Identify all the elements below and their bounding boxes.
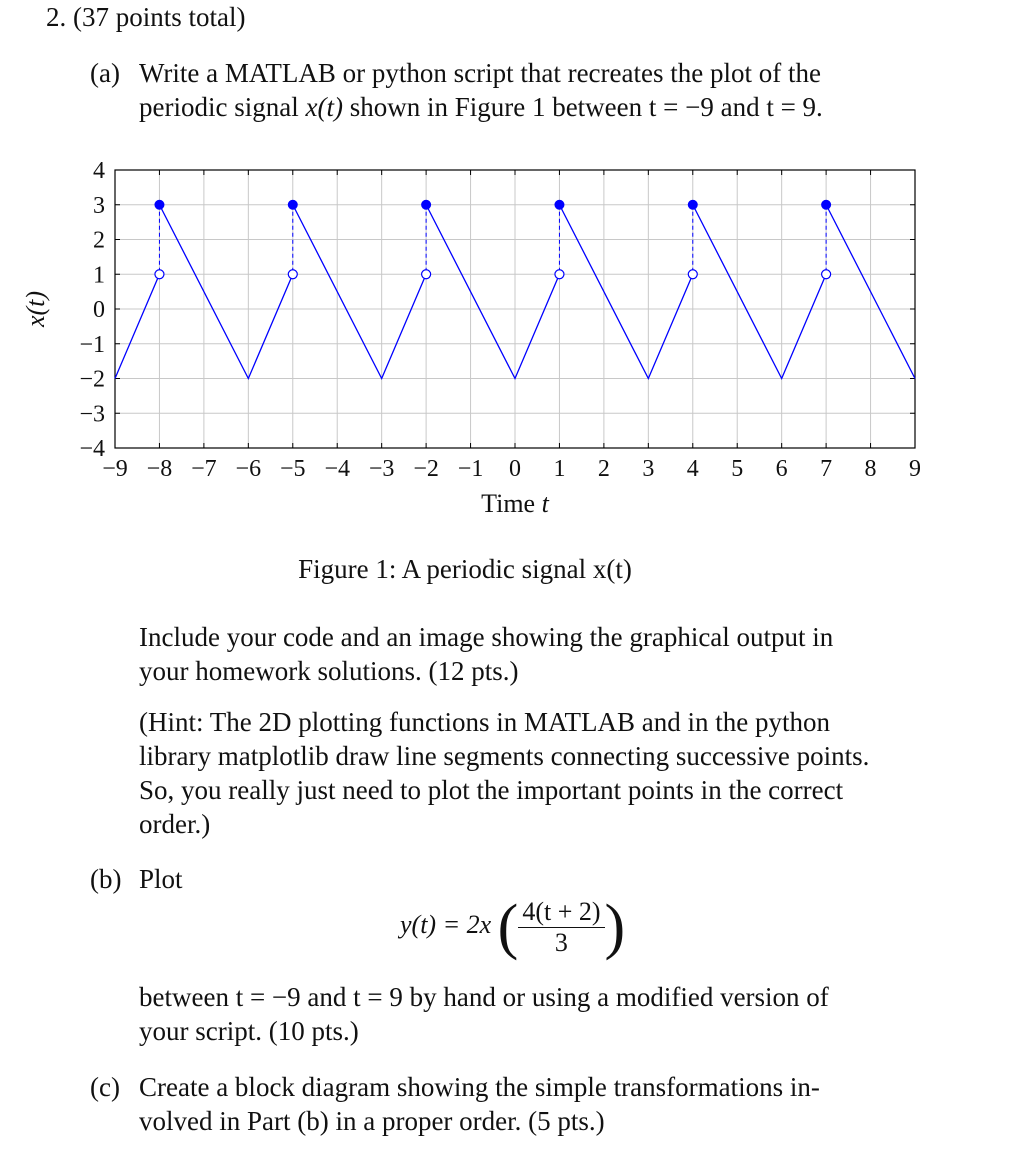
part-b-line1: between t = −9 and t = 9 by hand or using a modified version of [139, 982, 829, 1012]
part-a-line2-post: shown in Figure 1 between t = −9 and t = 9. [342, 92, 823, 122]
problem-header [46, 0, 245, 34]
x-tick-label: −2 [413, 456, 439, 482]
x-tick-label: 1 [553, 456, 566, 482]
equation-fraction [518, 897, 604, 958]
y-tick-label: 2 [93, 227, 105, 254]
x-tick-label: 3 [642, 456, 655, 482]
hint-line1: (Hint: The 2D plotting functions in MATLAB and in the python [139, 707, 830, 737]
x-tick-label: 0 [509, 456, 521, 482]
equation-numerator: 4(t + 2) [518, 897, 604, 928]
x-tick-label: 7 [820, 456, 833, 482]
x-tick-label: −7 [191, 456, 217, 482]
signal-segment [426, 205, 559, 379]
problem-number: 2. [46, 2, 67, 32]
y-tick-label: −2 [79, 366, 105, 393]
x-tick-label: −4 [324, 456, 350, 482]
equation-left-paren: ( [497, 893, 519, 961]
x-tick-label: 5 [731, 456, 744, 482]
open-point [288, 270, 297, 279]
y-tick-label: −4 [79, 436, 105, 462]
include-line1: Include your code and an image showing the graphical output in [139, 622, 834, 652]
part-a-line2 [139, 90, 823, 124]
filled-point [554, 200, 564, 210]
hint-line4: order.) [139, 809, 211, 839]
equation-right-paren: ) [604, 893, 626, 961]
hint-line3: So, you really just need to plot the important points in the correct [139, 775, 844, 805]
part-c-label: (c) [90, 1072, 120, 1102]
signal-segment [693, 205, 826, 379]
x-tick-label: 4 [686, 456, 699, 482]
y-tick-label: 3 [93, 192, 105, 219]
x-tick-label: 9 [909, 456, 921, 482]
part-b-title: Plot [139, 864, 183, 894]
open-point [822, 270, 831, 279]
signal-segment [159, 205, 292, 379]
part-a-line2-signal: x(t) [305, 92, 343, 122]
open-point [155, 270, 164, 279]
part-c-line1: Create a block diagram showing the simple transformations in- [139, 1072, 820, 1102]
equation-denominator: 3 [554, 927, 568, 957]
filled-point [688, 200, 698, 210]
filled-point [288, 200, 298, 210]
open-point [688, 270, 697, 279]
figure-1-chart [0, 150, 1020, 530]
equation-lhs: y(t) = 2x [400, 909, 492, 939]
x-tick-label: −6 [235, 456, 262, 482]
x-tick-label: 6 [775, 456, 788, 482]
open-point [422, 270, 431, 279]
part-a-line2-pre: periodic signal [139, 92, 306, 122]
open-point [555, 270, 564, 279]
filled-point [421, 200, 431, 210]
x-tick-label: −9 [102, 456, 128, 482]
part-b-line2: your script. (10 pts.) [139, 1016, 359, 1046]
problem-points: (37 points total) [73, 2, 246, 32]
x-tick-label: −3 [368, 456, 395, 482]
filled-point [821, 200, 831, 210]
x-axis-label: Time t [481, 489, 549, 518]
signal-segment [115, 274, 159, 378]
signal-segment [559, 205, 692, 379]
part-b-label: (b) [90, 864, 122, 894]
y-axis-label: x(t) [21, 290, 50, 328]
part-a-label: (a) [90, 58, 120, 88]
x-tick-label: −1 [457, 456, 484, 482]
part-c-line2: volved in Part (b) in a proper order. (5 pts.) [139, 1106, 605, 1136]
equation [400, 893, 626, 961]
x-tick-label: 8 [864, 456, 877, 482]
y-tick-label: 1 [93, 262, 105, 289]
include-line2: your homework solutions. (12 pts.) [139, 656, 519, 686]
y-tick-label: −3 [79, 401, 105, 428]
hint-line2: library matplotlib draw line segments connecting successive points. [139, 741, 870, 771]
filled-point [154, 200, 164, 210]
x-tick-label: 2 [597, 456, 610, 482]
y-tick-label: 0 [93, 297, 105, 323]
y-tick-label: 4 [93, 158, 105, 184]
figure-caption: Figure 1: A periodic signal x(t) [298, 554, 632, 584]
x-tick-label: −5 [280, 456, 306, 482]
part-a-line1: Write a MATLAB or python script that recreates the plot of the [139, 58, 821, 88]
signal-segment [293, 205, 426, 379]
x-tick-label: −8 [146, 456, 173, 482]
y-tick-label: −1 [79, 331, 105, 358]
